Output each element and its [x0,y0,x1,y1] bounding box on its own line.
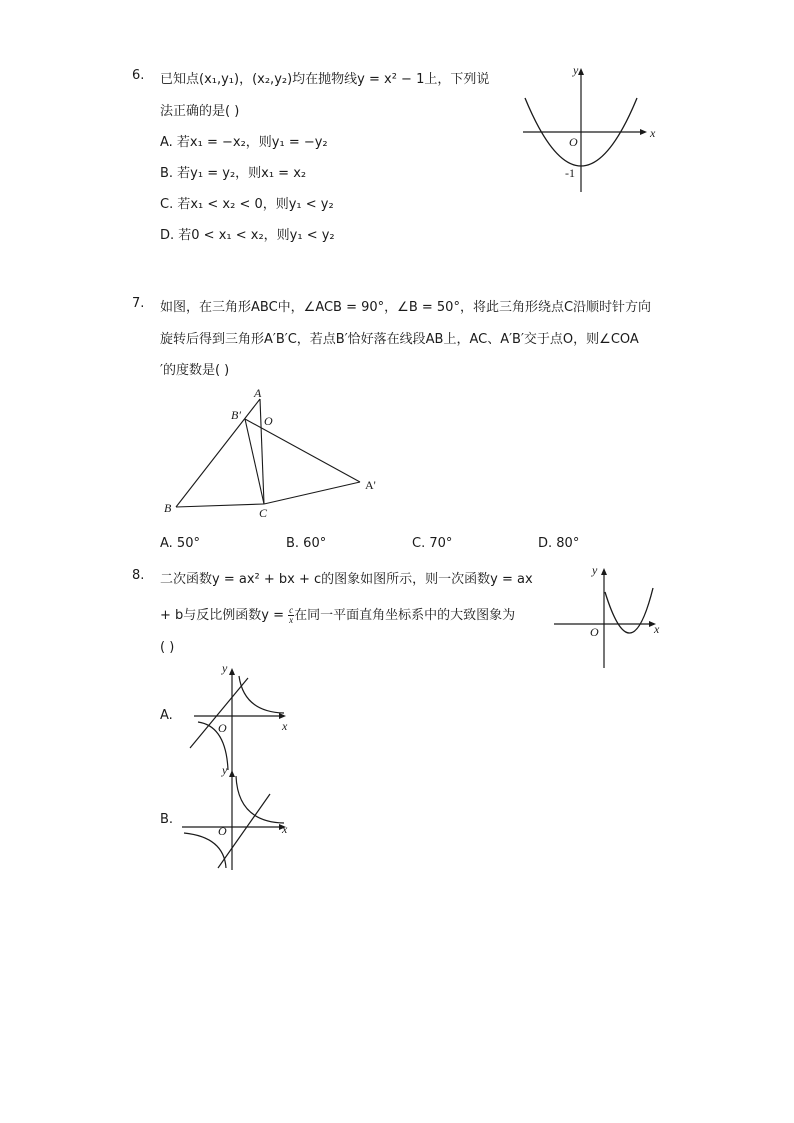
q8-number: 8. [132,568,145,583]
q6-option-d[interactable]: D. 若0 < x₁ < x₂，则y₁ < y₂ [160,228,335,243]
q8-stem-line2 [160,604,515,625]
q6-x-label: x [650,126,656,140]
q8-y-label: y [592,563,598,577]
q8-a-y-arrow-icon [229,668,235,675]
q7-option-a[interactable]: A. 50° [160,536,200,551]
q8-b-origin-label: O [218,824,227,838]
q8-a-y-label: y [222,661,228,675]
q7-option-b[interactable]: B. 60° [286,536,327,551]
q6-number: 6. [132,68,145,83]
q6-intercept-label: -1 [565,166,575,180]
q6-x-arrow-icon [640,129,647,135]
q8-b-y-arrow-icon [229,770,235,777]
q7-label-C: C [259,506,268,520]
q6-option-a[interactable]: A. 若x₁ = −x₂，则y₁ = −y₂ [160,135,328,150]
q7-segment-AB [176,399,260,507]
q7-label-A: A [254,386,262,400]
q8-a-x-label: x [282,719,288,733]
q8-option-b-label[interactable]: B. [160,812,174,827]
q7-triangle-figure [160,385,400,520]
q8-option-b-graph[interactable] [178,762,298,872]
q8-option-a-graph[interactable] [178,660,298,775]
q8-option-a-label[interactable]: A. [160,708,173,723]
q8-y-arrow-icon [601,568,607,575]
q7-label-Aprime: A' [365,478,376,492]
q8-stem-line2-end: 在同一平面直角坐标系中的大致图象为 [294,608,516,623]
q7-label-O: O [264,414,273,428]
q6-origin-label: O [569,135,578,149]
q6-stem-line2: 法正确的是( ) [160,104,240,119]
q7-segment-BC [176,504,264,507]
q7-label-Bprime: B′ [231,408,241,422]
q6-stem-line1: 已知点(x₁,y₁)，(x₂,y₂)均在抛物线y = x² − 1上，下列说 [160,72,490,87]
q7-option-c[interactable]: C. 70° [412,536,453,551]
q8-fraction-numerator: c [289,605,294,615]
q8-a-origin-label: O [218,721,227,735]
q8-quadratic-graph [550,562,670,672]
q7-stem-line3: ′的度数是( ) [160,363,230,378]
q7-label-B: B [164,501,172,515]
q8-b-hyperbola-q1 [236,776,284,823]
q8-origin-label: O [590,625,599,639]
q8-a-line [190,678,248,748]
q8-stem-line1: 二次函数y = ax² + bx + c的图象如图所示，则一次函数y = ax [160,572,533,587]
q7-option-d[interactable]: D. 80° [538,536,580,551]
q6-option-b[interactable]: B. 若y₁ = y₂，则x₁ = x₂ [160,166,307,181]
q8-b-hyperbola-q3 [184,833,226,868]
q8-fraction-denominator: x [289,615,294,625]
q6-parabola-graph [515,62,665,197]
q8-x-label: x [654,622,660,636]
q8-stem-line3: ( ) [160,640,175,655]
q8-parabola-curve [605,588,653,633]
q8-b-x-label: x [282,822,288,836]
q7-stem-line1: 如图，在三角形ABC中，∠ACB = 90°，∠B = 50°，将此三角形绕点C沿顺时针方向 [160,300,652,315]
q6-y-label: y [573,63,579,77]
q7-segment-AprimeC [264,482,360,504]
q8-stem-line2-start: + b与反比例函数y = [160,608,289,623]
q7-number: 7. [132,296,145,311]
q6-y-arrow-icon [578,68,584,75]
q6-option-c[interactable]: C. 若x₁ < x₂ < 0，则y₁ < y₂ [160,197,334,212]
q8-b-y-label: y [222,763,228,777]
q7-stem-line2: 旋转后得到三角形A′B′C，若点B′恰好落在线段AB上，AC、A′B′交于点O，则∠COA [160,332,639,347]
